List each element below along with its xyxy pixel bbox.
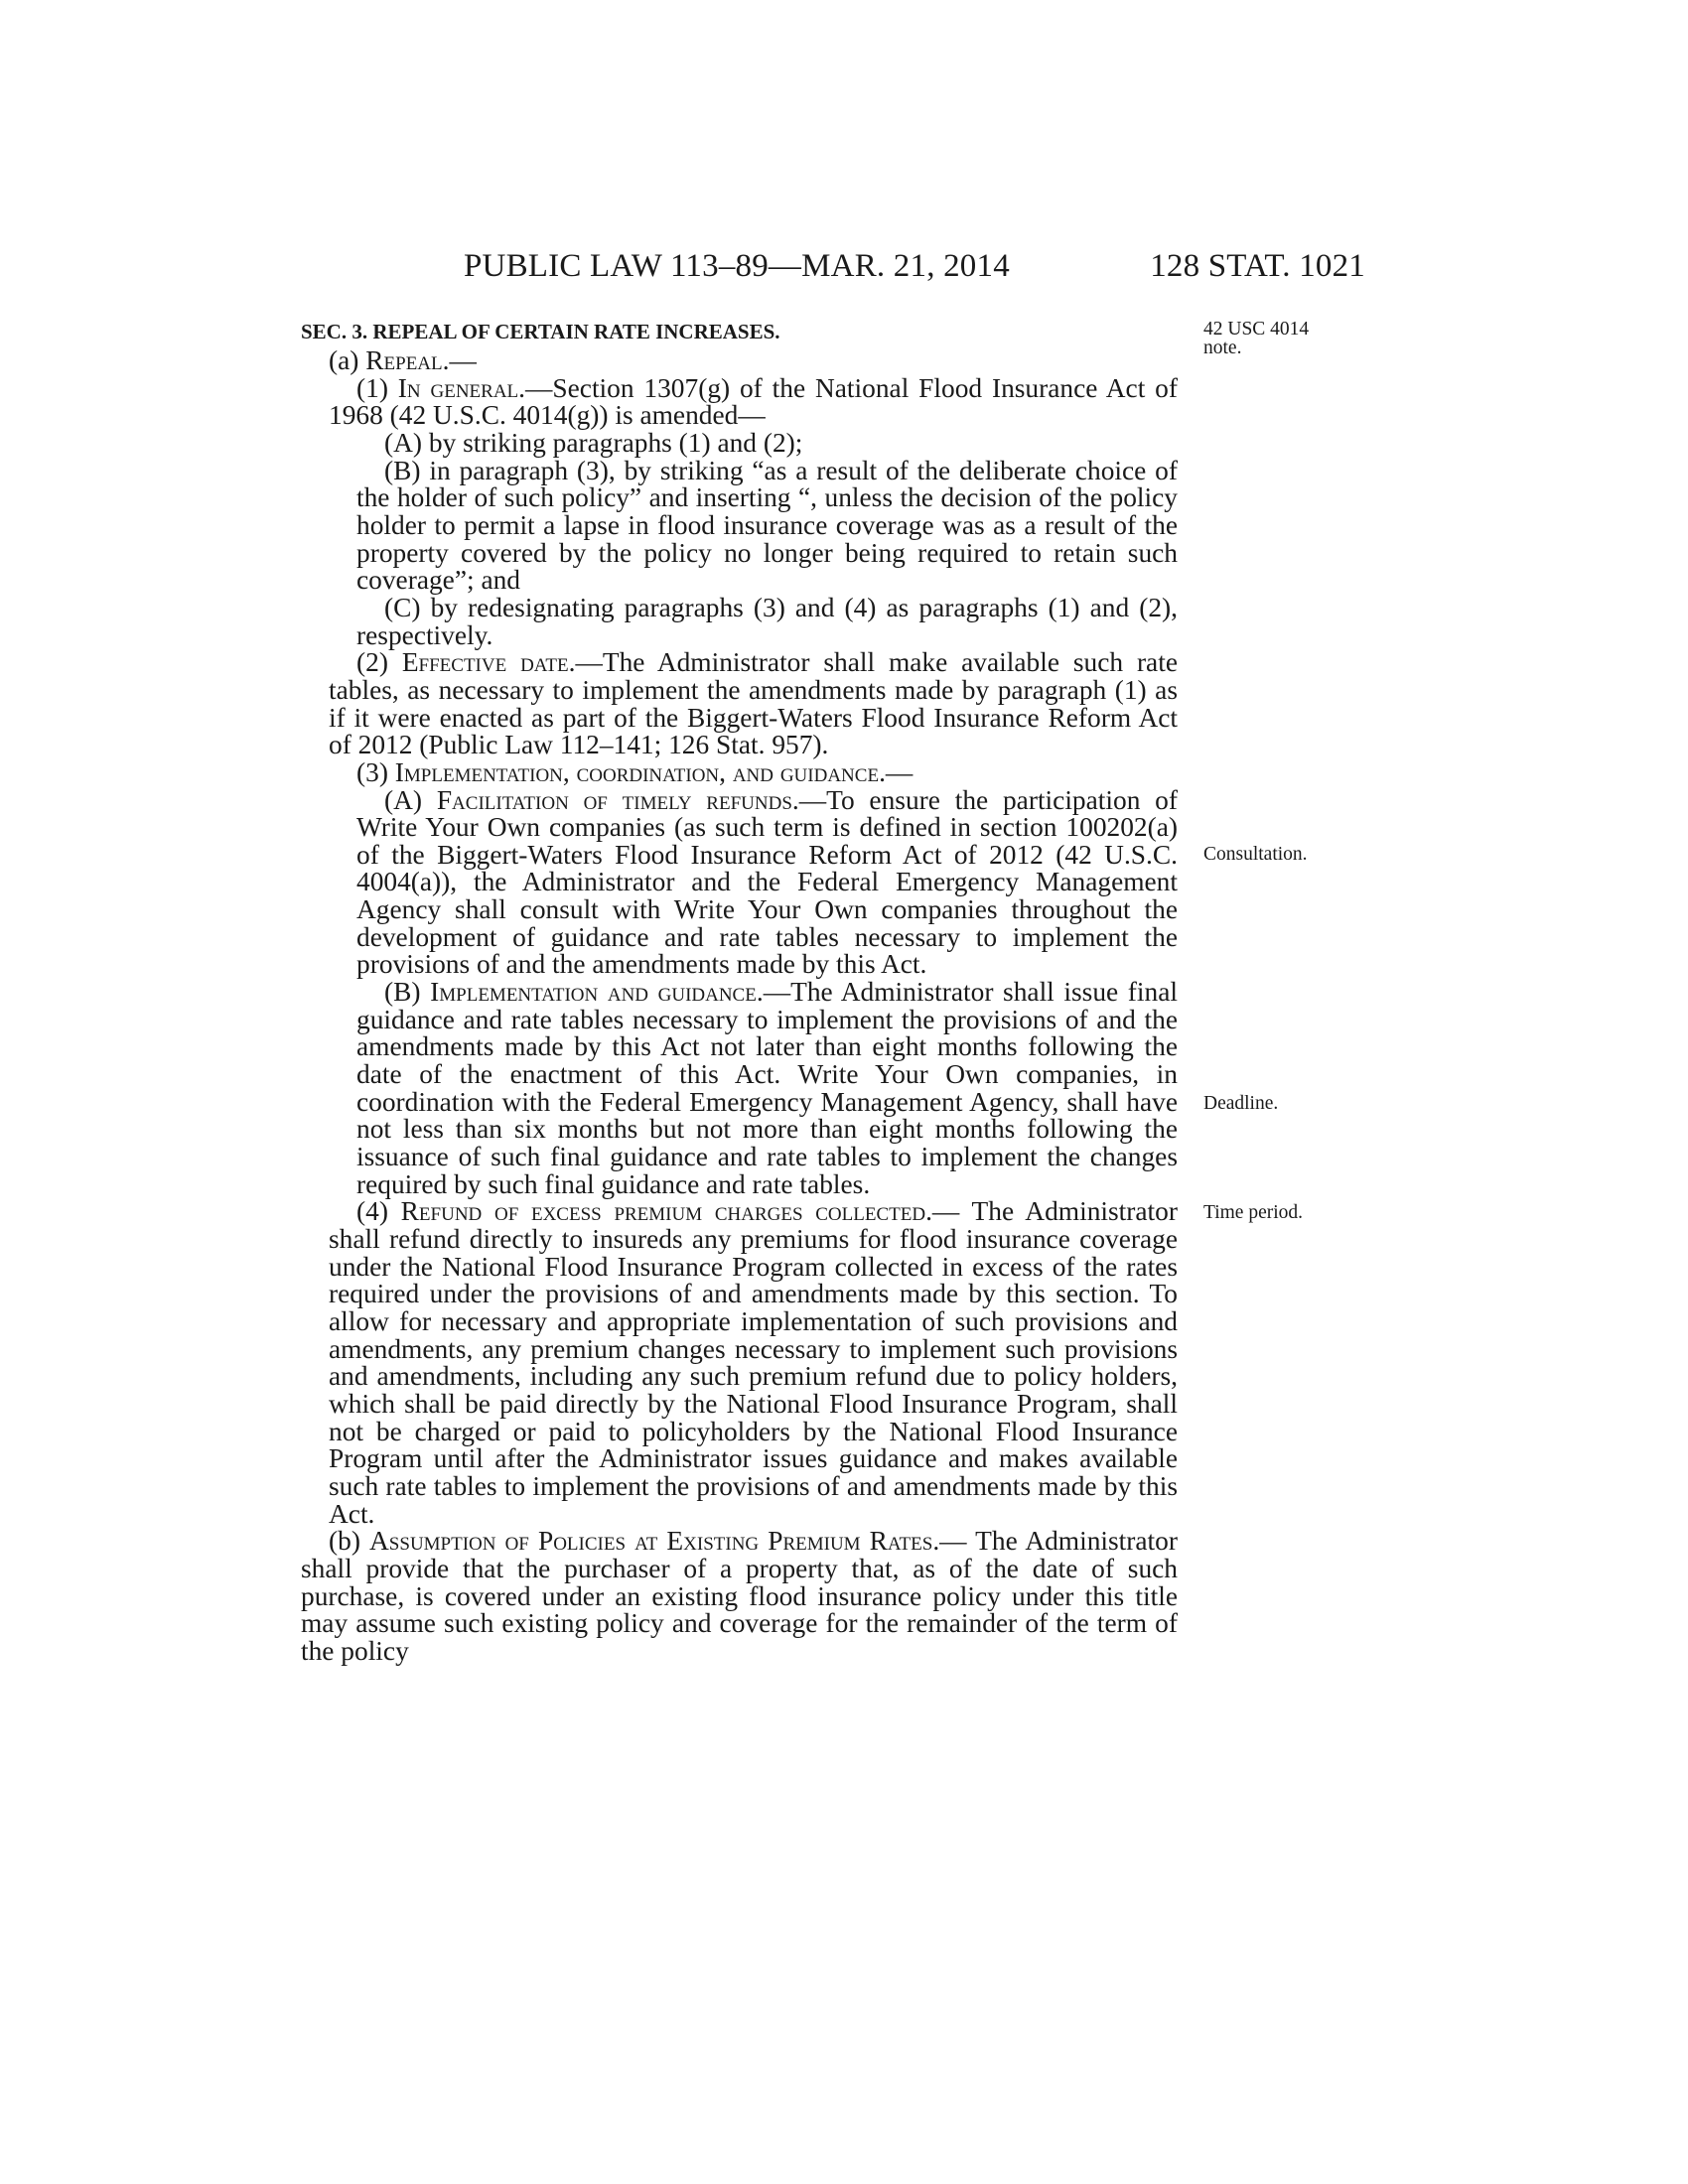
subsection-b-heading: Assumption of Policies at Existing Premium Rates xyxy=(369,1526,933,1557)
side-note-usc-line1: 42 USC 4014 xyxy=(1203,319,1310,340)
subparagraph-3B-text: .—The Administrator shall issue final guidance and rate tables necessary to implement the provisions of and the amendments made by this Act not later than eight months following the date of the enactment of this Act. Write Your Own companies, in coordination with the Federal Emergency Management Agency, shall have not less than six months but not more than eight months following the issuance of such final guidance and rate tables to implement the changes required by such final guidance and rate tables. xyxy=(356,977,1178,1199)
body-text xyxy=(301,320,1178,1666)
subparagraph-3B-label: (B) xyxy=(384,977,431,1008)
paragraph-4-text: .— The Administrator shall refund directly to insureds any premiums for flood insurance coverage under the National Flood Insurance Program collected in excess of the rates required under the provisions of and amendments made by this section. To allow for necessary and appropriate implementation of such provisions and amendments, any premium changes necessary to implement such provisions and amendments, including any such premium refund due to policy holders, which shall be paid directly by the National Flood Insurance Program, shall not be charged or paid to policyholders by the National Flood Insurance Program until after the Administrator issues guidance and makes available such rate tables to implement the provisions of and amendments made by this Act. xyxy=(329,1196,1178,1529)
paragraph-4 xyxy=(301,1198,1178,1528)
subsection-b xyxy=(301,1528,1178,1665)
paragraph-1-text: .—Section 1307(g) of the National Flood Insurance Act of 1968 (42 U.S.C. 4014(g)) is amended— xyxy=(329,372,1178,431)
subparagraph-3A xyxy=(301,784,1178,980)
running-head: PUBLIC LAW 113–89—MAR. 21, 2014 xyxy=(464,248,1010,284)
side-note-usc-line2: note. xyxy=(1203,338,1242,358)
side-note-consultation: Consultation. xyxy=(1203,844,1308,865)
page-header xyxy=(298,248,1365,288)
paragraph-4-label: (4) xyxy=(356,1196,401,1227)
paragraph-2 xyxy=(301,649,1178,759)
subsection-b-text: .— The Administrator shall provide that the purchaser of a property that, as of the date of such purchase, is covered under an existing flood insurance policy under this title may assume such existing policy and coverage for the remainder of the term of the policy xyxy=(301,1526,1178,1666)
subsection-a-heading: Repeal xyxy=(365,345,443,375)
subparagraph-B: (B) in paragraph (3), by striking “as a result of the deliberate choice of the holder of such policy” and inserting “, unless the decision of the policy holder to permit a lapse in flood insurance coverage was as a result of the property covered by the policy no longer being required to retain such coverage”; and xyxy=(356,455,1178,596)
paragraph-3-heading: Implementation, coordination, and guidance xyxy=(394,756,880,787)
subparagraph-3A-label: (A) xyxy=(384,784,437,815)
subsection-a-dash: .— xyxy=(442,345,477,375)
subsection-a-label: (a) xyxy=(329,345,366,375)
subparagraph-3A-text: .—To ensure the participation of Write Your Own companies (as such term is defined in section 100202(a) of the Biggert-Waters Flood Insurance Reform Act of 2012 (42 U.S.C. 4004(a)), the Administrator and the Federal Emergency Management Agency shall consult with Write Your Own companies throughout the development of guidance and rate tables necessary to implement the provisions of and the amendments made by this Act. xyxy=(356,784,1178,980)
paragraph-1-heading: In general xyxy=(397,372,519,403)
paragraph-3 xyxy=(301,756,1178,787)
section-heading: SEC. 3. REPEAL OF CERTAIN RATE INCREASES. xyxy=(301,320,780,343)
paragraph-3-dash: .— xyxy=(879,756,914,787)
paragraph-1-label: (1) xyxy=(356,372,398,403)
side-note-time-period: Time period. xyxy=(1203,1202,1304,1223)
subsection-b-label: (b) xyxy=(329,1526,370,1557)
side-note-deadline: Deadline. xyxy=(1203,1093,1279,1114)
paragraph-3-label: (3) xyxy=(356,756,395,787)
page-number: 128 STAT. 1021 xyxy=(1150,248,1365,284)
subparagraph-3B xyxy=(301,979,1178,1198)
side-note-usc xyxy=(1203,320,1309,357)
subparagraph-C: (C) by redesignating paragraphs (3) and (4) as paragraphs (1) and (2), respectively. xyxy=(356,592,1178,650)
paragraph-2-heading: Effective date xyxy=(401,647,569,678)
paragraph-2-text: .—The Administrator shall make available such rate tables, as necessary to implement the amendments made by paragraph (1) as if it were enacted as part of the Biggert-Waters Flood Insurance Reform Act of 2012 (Public Law 112–141; 126 Stat. 957). xyxy=(329,647,1178,760)
paragraph-4-heading: Refund of excess premium charges collected xyxy=(400,1196,926,1227)
paragraph-2-label: (2) xyxy=(356,647,402,678)
paragraph-1 xyxy=(301,372,1178,431)
subparagraph-3B-heading: Implementation and guidance xyxy=(430,977,757,1008)
subsection-a xyxy=(301,347,1178,375)
subparagraph-A: (A) by striking paragraphs (1) and (2); xyxy=(384,427,803,458)
subparagraph-3A-heading: Facilitation of timely refunds xyxy=(436,784,792,815)
